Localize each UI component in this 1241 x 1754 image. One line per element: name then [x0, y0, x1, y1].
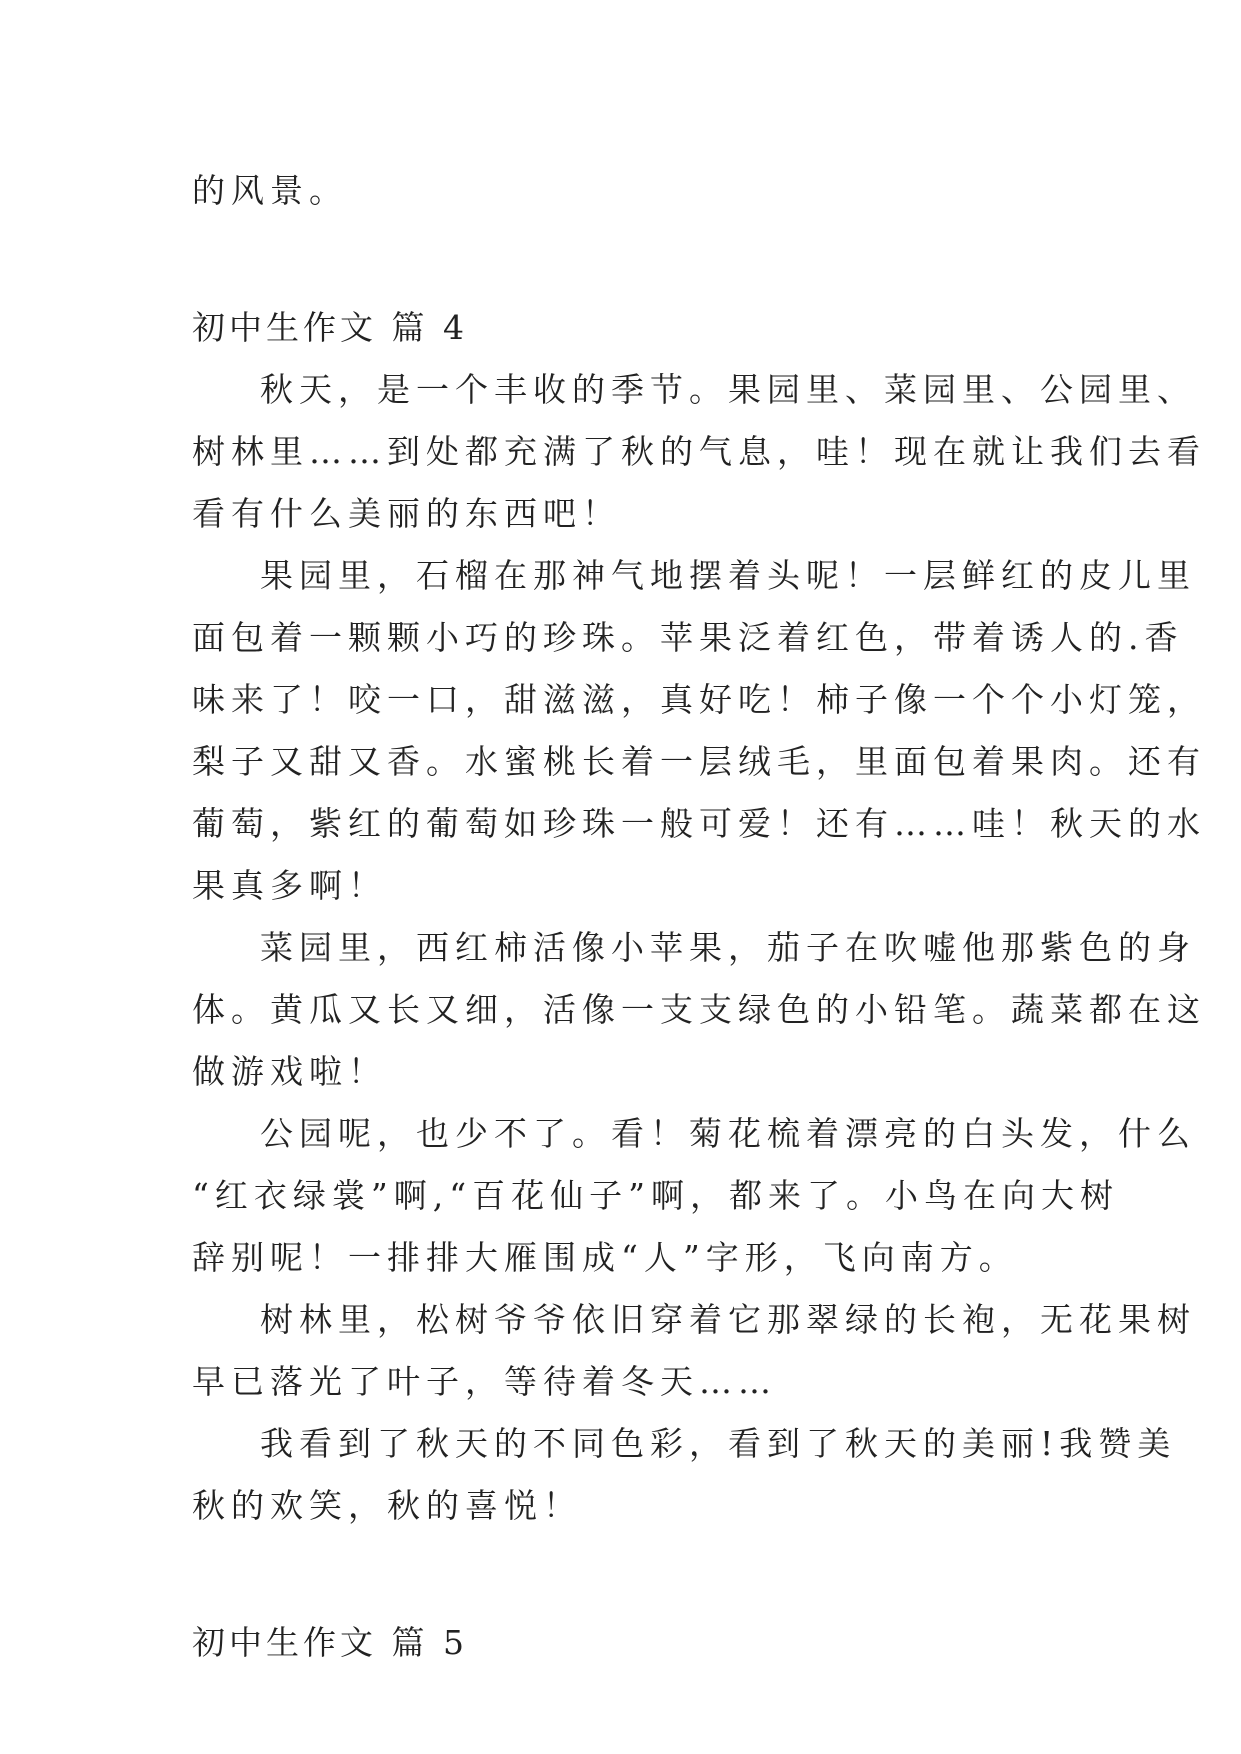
- paragraph-line: 面包着一颗颗小巧的珍珠。苹果泛着红色，带着诱人的.香: [192, 618, 1184, 657]
- paragraph-line: 树林里……到处都充满了秋的气息，哇！现在就让我们去看: [192, 432, 1206, 471]
- paragraph-line: 菜园里，西红柿活像小苹果，茄子在吹嘘他那紫色的身: [260, 928, 1196, 967]
- section-heading-5: 初中生作文 篇 5: [192, 1623, 468, 1662]
- section-gap: [192, 222, 1072, 297]
- paragraph-line: 公园呢，也少不了。看！菊花梳着漂亮的白头发，什么: [260, 1114, 1196, 1153]
- paragraph-line: 树林里，松树爷爷依旧穿着它那翠绿的长袍，无花果树: [260, 1300, 1196, 1339]
- paragraph-line: 果真多啊！: [192, 866, 387, 905]
- section-heading-4: 初中生作文 篇 4: [192, 308, 468, 347]
- paragraph-line: 做游戏啦！: [192, 1052, 387, 1091]
- paragraph-line: 看有什么美丽的东西吧！: [192, 494, 621, 533]
- document-body: [192, 160, 1206, 1674]
- paragraph-line: 味来了！咬一口，甜滋滋，真好吃！柿子像一个个小灯笼，: [192, 680, 1206, 719]
- text-line: 的风景。: [192, 171, 348, 210]
- paragraph-line: 体。黄瓜又长又细，活像一支支绿色的小铅笔。蔬菜都在这: [192, 990, 1206, 1029]
- paragraph-line: 秋的欢笑，秋的喜悦！: [192, 1486, 582, 1525]
- section-gap: [192, 1537, 1072, 1612]
- paragraph-line: 果园里，石榴在那神气地摆着头呢！一层鲜红的皮儿里: [260, 556, 1196, 595]
- paragraph-line: “红衣绿裳”啊,“百花仙子”啊，都来了。小鸟在向大树: [192, 1176, 1119, 1215]
- paragraph-line: 梨子又甜又香。水蜜桃长着一层绒毛，里面包着果肉。还有: [192, 742, 1206, 781]
- paragraph-line: 葡萄，紫红的葡萄如珍珠一般可爱！还有……哇！秋天的水: [192, 804, 1206, 843]
- paragraph-line: 秋天，是一个丰收的季节。果园里、菜园里、公园里、: [260, 370, 1196, 409]
- paragraph-line: 我看到了秋天的不同色彩，看到了秋天的美丽!我赞美: [260, 1424, 1177, 1463]
- paragraph-line: 早已落光了叶子，等待着冬天……: [192, 1362, 777, 1401]
- paragraph-line: 辞别呢！一排排大雁围成“人”字形，飞向南方。: [192, 1238, 1018, 1277]
